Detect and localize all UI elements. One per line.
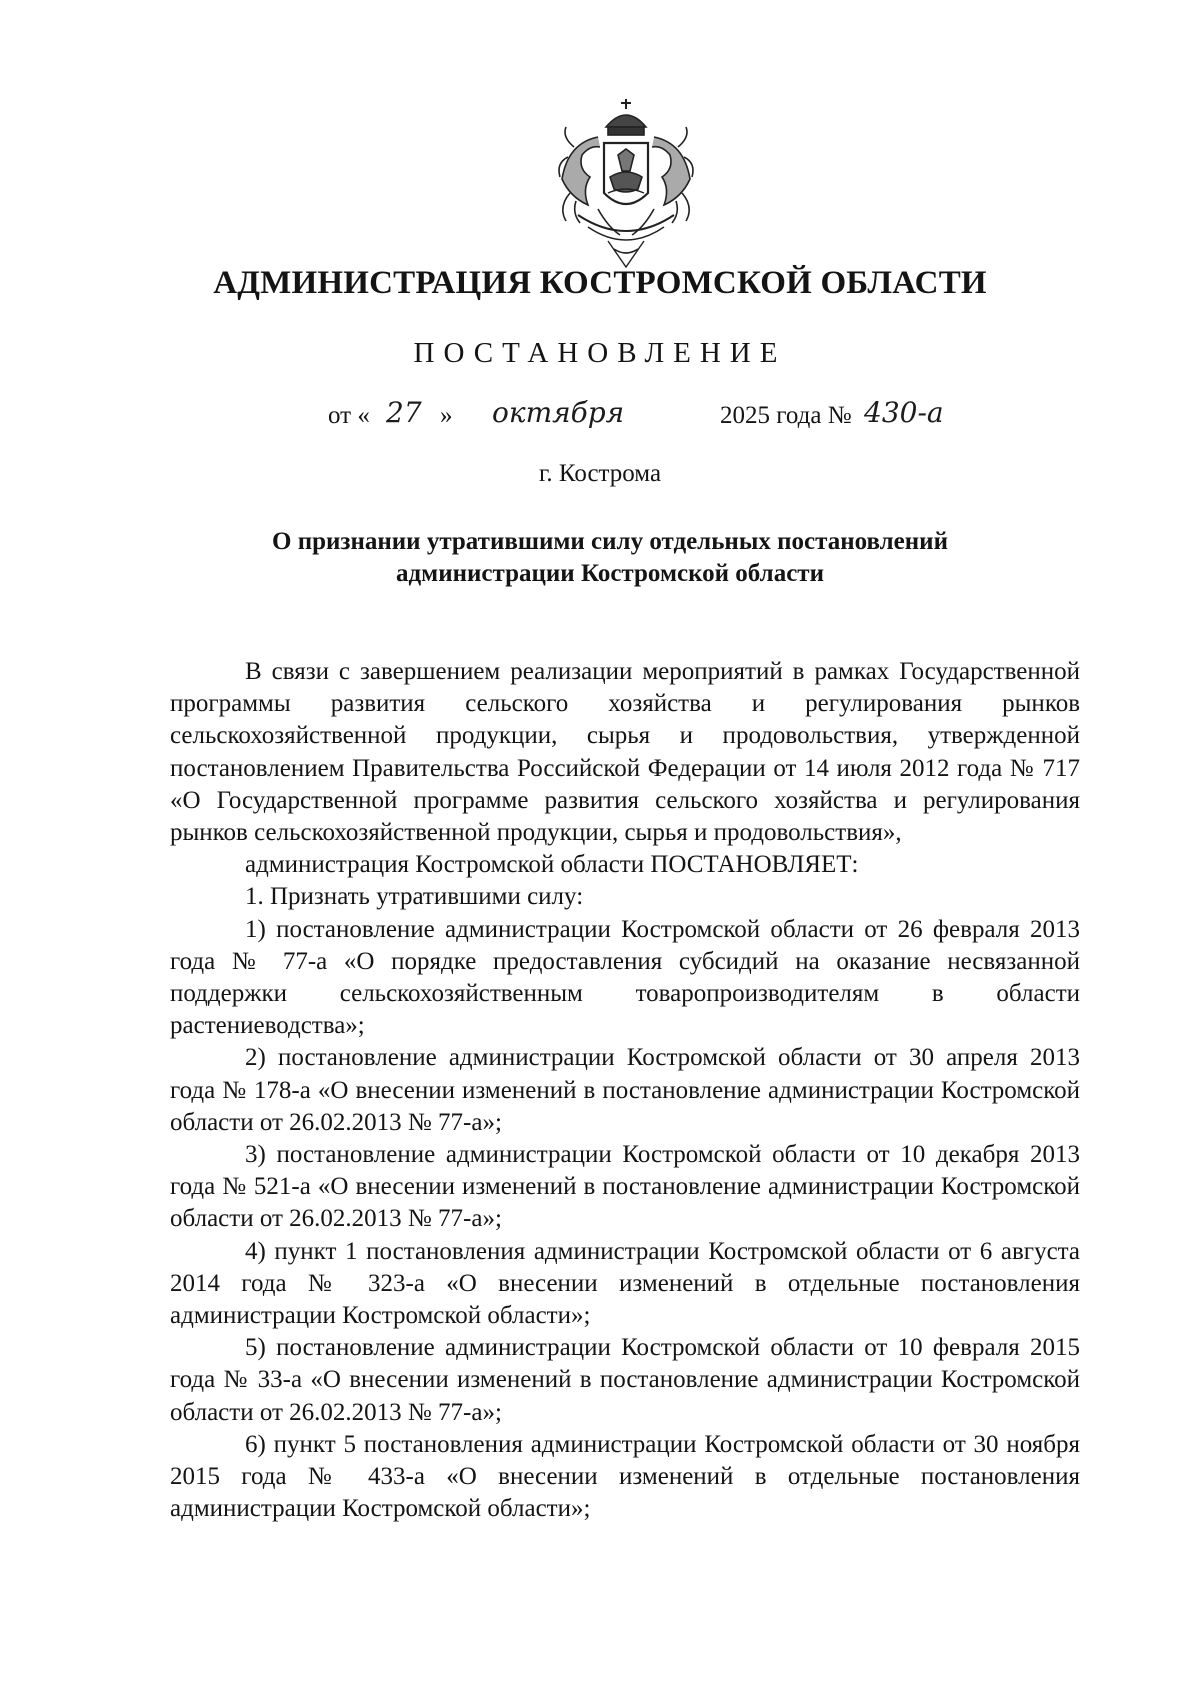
handwritten-number: 430-а bbox=[864, 396, 944, 429]
item-1-paragraph: 1. Признать утратившими силу: bbox=[245, 883, 584, 911]
city-name: г. Кострома bbox=[538, 460, 662, 487]
organization-title: АДМИНИСТРАЦИЯ КОСТРОМСКОЙ ОБЛАСТИ bbox=[213, 265, 987, 301]
document-type: ПОСТАНОВЛЕНИЕ bbox=[413, 337, 787, 369]
sub-item-paragraph: 1) постановление администрации Костромской области от 26 февраля 2013 года № 77-а «О порядке предоставления субсидий на оказание несвязанной поддержки сельскохозяйственным товаропроизводителям в области растениеводства»; bbox=[170, 915, 1080, 1040]
handwritten-day: 27 bbox=[386, 396, 422, 429]
date-prefix: от « bbox=[328, 402, 370, 429]
resolves-paragraph: администрация Костромской области ПОСТАНОВЛЯЕТ: bbox=[245, 851, 859, 879]
title-line-2: администрации Костромской области bbox=[396, 560, 824, 587]
preamble-paragraph: В связи с завершением реализации мероприятий в рамках Государственной программы развития сельского хозяйства и регулирования рынков сельскохозяйственной продукции, сырья и продовольствия, утвержденной постановлением Правительства Российской Федерации от 14 июля 2012 года № 717 «О Государственной программе развития сельского хозяйства и регулирования рынков сельскохозяйственной продукции, сырья и продовольствия», bbox=[170, 658, 1080, 847]
document-body bbox=[170, 656, 1080, 1525]
date-day-close: » bbox=[440, 402, 453, 429]
date-number-line bbox=[0, 396, 1200, 436]
sub-item-paragraph: 6) пункт 5 постановления администрации Костромской области от 30 ноября 2015 года № 433-а «О внесении изменений в отдельные постановления администрации Костромской области»; bbox=[170, 1430, 1080, 1523]
sub-item-paragraph: 3) постановление администрации Костромской области от 10 декабря 2013 года № 521-а «О внесении изменений в постановление администрации Костромской области от 26.02.2013 № 77-а»; bbox=[170, 1141, 1080, 1233]
document-title bbox=[170, 526, 1050, 590]
sub-item-paragraph: 5) постановление администрации Костромской области от 10 февраля 2015 года № 33-а «О внесении изменений в постановление администрации Костромской области от 26.02.2013 № 77-а»; bbox=[170, 1334, 1080, 1426]
date-year-text: 2025 года № bbox=[720, 402, 852, 429]
handwritten-month: октября bbox=[492, 396, 625, 429]
sub-item-paragraph: 2) постановление администрации Костромской области от 30 апреля 2013 года № 178-а «О внесении изменений в постановление администрации Костромской области от 26.02.2013 № 77-а»; bbox=[170, 1044, 1080, 1136]
title-line-1: О признании утратившими силу отдельных постановлений bbox=[272, 528, 948, 555]
coat-of-arms-icon bbox=[548, 97, 704, 273]
sub-item-paragraph: 4) пункт 1 постановления администрации Костромской области от 6 августа 2014 года № 323-а «О внесении изменений в отдельные постановления администрации Костромской области»; bbox=[170, 1237, 1080, 1330]
